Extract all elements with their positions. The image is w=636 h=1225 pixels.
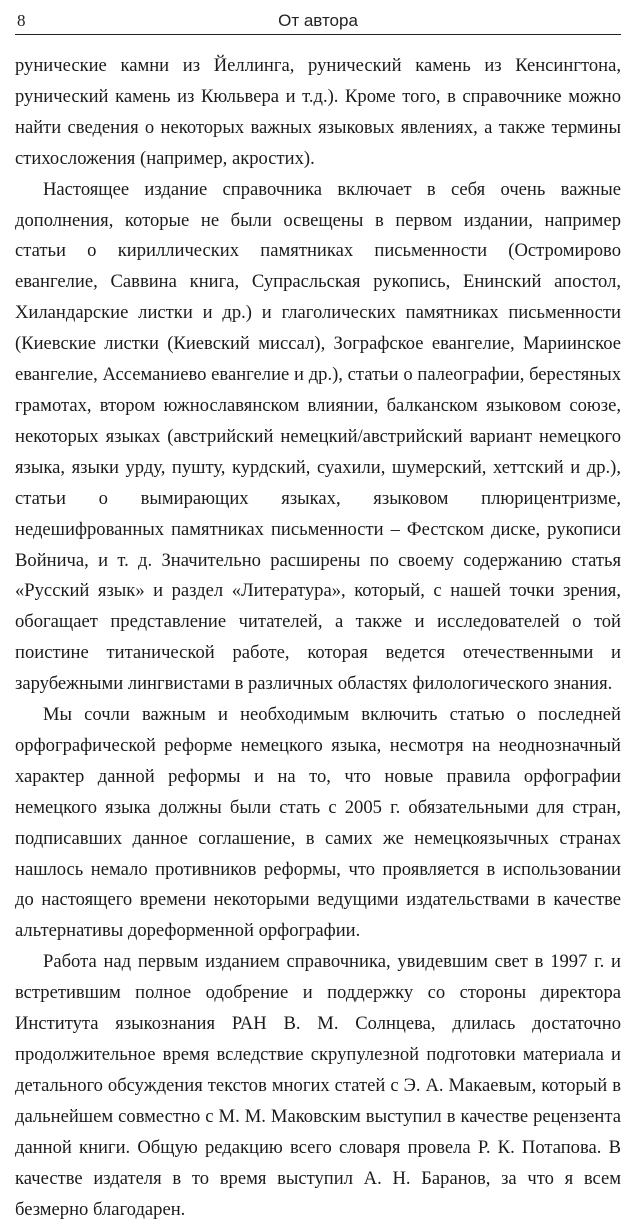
running-title: От автора bbox=[278, 11, 358, 30]
running-header bbox=[15, 8, 621, 35]
paragraph: Мы сочли важным и необходимым включить статью о последней орфографической реформе немецкого языка, несмотря на неоднозначный характер данной реформы и на то, что новые правила орфографии немецкого языка должны были стать с 2005 г. обязательными для стран, подписавших данное соглашение, в самих же немецкоязычных странах нашлось немало противников реформы, что проявляется в использовании до настоящего времени некоторыми ведущими издательствами в качестве альтернативы дореформенной орфографии. bbox=[15, 704, 621, 942]
body-text bbox=[15, 51, 621, 1225]
page-number: 8 bbox=[17, 11, 26, 30]
paragraph-continued: рунические камни из Йеллинга, рунический камень из Кенсингтона, рунический камень из Кюльвера и т.д.). Кроме того, в справочнике можно найти сведения о некоторых важных языковых явлениях, а также термины стихосложения (например, акростих). bbox=[15, 55, 621, 169]
paragraph: Работа над первым изданием справочника, увидевшим свет в 1997 г. и встретившим полное одобрение и поддержку со стороны директора Института языкознания РАН В. М. Солнцева, длилась достаточно продолжительное время вследствие скрупулезной подготовки материала и детального обсуждения текстов многих статей с Э. А. Макаевым, который в дальнейшем совместно с М. М. Маковским выступил в качестве рецензента данной книги. Общую редакцию всего словаря провела Р. К. Потапова. В качестве издателя в то время выступил А. Н. Баранов, за что я всем безмерно благодарен. bbox=[15, 951, 621, 1220]
paragraph: Настоящее издание справочника включает в себя очень важные дополнения, которые не были освещены в первом издании, например статьи о кириллических памятниках письменности (Остромирово евангелие, Саввина книга, Супрасльская рукопись, Енинский апостол, Хиландарские листки и др.) и глаголических памятниках письменности (Киевские листки (Киевский миссал), Зографское евангелие, Мариинское евангелие, Ассеманиево евангелие и др.), статьи о палеографии, берестяных грамотах, втором южнославянском влиянии, балканском языковом союзе, некоторых языках (австрийский немецкий/австрийский вариант немецкого языка, языки урду, пушту, курдский, суахили, шумерский, хеттский и др.), статьи о вымирающих языках, языковом плюрицентризме, недешифрованных памятниках письменности – Фестском диске, рукописи Войнича, и т. д. Значительно расширены по своему содержанию статья «Русский язык» и раздел «Литература», который, с нашей точки зрения, обогащает представление читателей, а также и исследователей о той поистине титанической работе, которая ведется отечественными и зарубежными лингвистами в различных областях филологического знания. bbox=[15, 178, 621, 695]
